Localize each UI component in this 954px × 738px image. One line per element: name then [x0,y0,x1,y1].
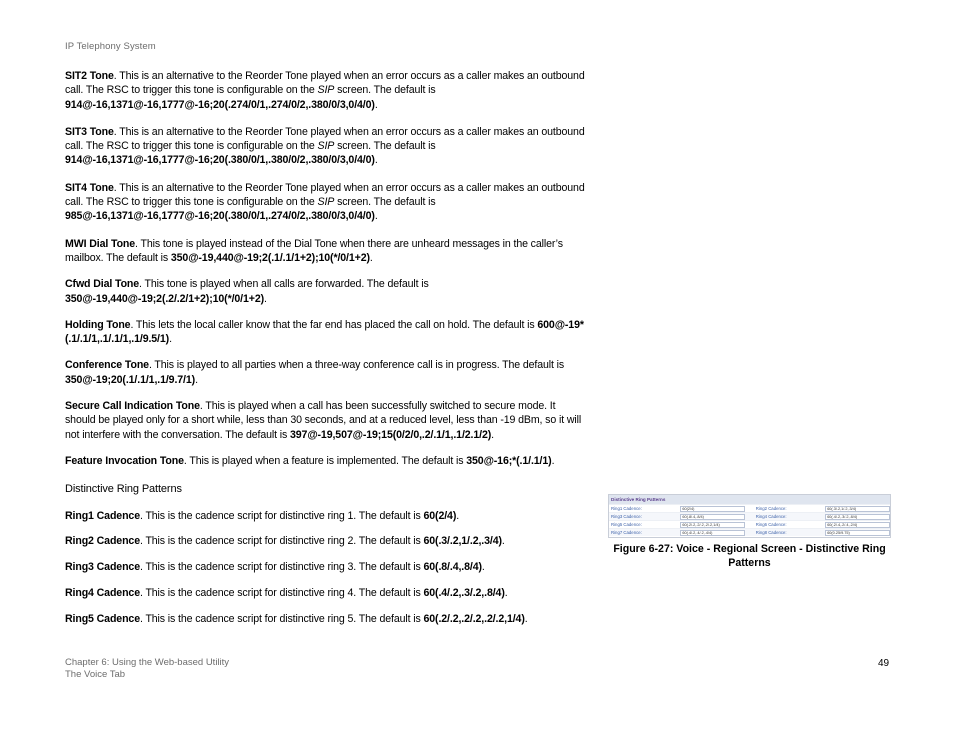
entry-end: . [264,292,267,305]
entry-end: . [374,98,378,111]
entry-end: . [369,251,373,264]
entry-ring5-cadence [65,612,587,626]
entry-default: 350@-16;*(.1/.1/1) [466,454,552,467]
figure-row [609,520,890,528]
figure-row [609,512,890,520]
entry-end: . [501,535,505,548]
entry-default: 985@-16,1371@-16,1777@-16;20(.380/0/1,.274/0/2,.380/0/3,0/4/0) [65,210,375,223]
entry-text: . This is an alternative to the Reorder Tone played when an error occurs as a caller makes an outbound call. The RSC to trigger this tone is configurable on the [65,181,585,209]
entry-text: . This is played when a call has been successfully switched to secure mode. It should be played only for a short while, less than 30 seconds, and at a reduced level, less than -19 dBm, so it will not interfere with the conversation. The default is [65,400,582,441]
figure-cell-label: Ring6 Cadence: [755,521,787,527]
figure-caption: Figure 6-27: Voice - Regional Screen - Distinctive Ring Patterns [613,543,886,569]
figure-cell-value: 60(.2/.2,.2/.2,.2/.2,1/4) [680,522,745,528]
entry-default: 914@-16,1371@-16,1777@-16;20(.380/0/1,.380/0/2,.380/0/3,0/4/0) [65,154,375,167]
entry-end: . [524,612,528,625]
footer-chapter: Chapter 6: Using the Web-based Utility [65,657,230,668]
entry-term: Secure Call Indication Tone [65,400,200,413]
figure-row [609,528,890,536]
entry-holding-tone [65,318,587,347]
entry-term: Ring2 Cadence [65,535,140,548]
entry-italic: SIP [317,84,335,97]
entry-ring2-cadence [65,534,587,548]
entry-end: . [504,586,508,599]
running-header: IP Telephony System [65,41,156,52]
footer-section: The Voice Tab [65,668,126,680]
figure-cell-label: Ring1 Cadence: [611,505,642,511]
entry-term: Ring3 Cadence [65,561,140,574]
section-subheading: Distinctive Ring Patterns [65,483,182,496]
entry-text-post: screen. The default is [334,196,436,209]
figure-cell-label: Ring7 Cadence: [611,529,642,535]
entry-text: . This is played when a feature is implemented. The default is [183,454,467,467]
entry-default: 60(.2/.2,.2/.2,.2/.2,1/4) [423,612,525,625]
entry-default: 914@-16,1371@-16,1777@-16;20(.274/0/1,.274/0/2,.380/0/3,0/4/0) [65,98,375,111]
entry-text: . This is the cadence script for distinctive ring 1. The default is [139,509,424,522]
figure-cell-value: 60(.8/.4,.8/4) [680,514,745,520]
entry-term: SIT3 Tone [65,125,114,138]
figure-screenshot [608,494,891,538]
entry-text: . This tone is played when all calls are forwarded. The default is [139,278,429,291]
entry-default: 60(.8/.4,.8/4) [423,561,482,574]
entry-term: Feature Invocation Tone [65,454,184,467]
entry-default: 60(.3/.2,1/.2,.3/4) [423,535,502,548]
entry-end: . [195,373,198,386]
figure-cell-value: 60(.4/.2,.4/.2,.4/4) [680,530,745,536]
entry-end: . [551,454,555,467]
entry-text: . This lets the local caller know that the far end has placed the call on hold. The default is [130,318,538,331]
entry-default: 397@-19,507@-19;15(0/2/0,.2/.1/1,.1/2.1/2) [290,428,492,441]
entry-italic: SIP [317,140,335,153]
entry-default: 60(.4/.2,.3/.2,.8/4) [423,586,505,599]
entry-ring3-cadence [65,560,587,574]
figure-cell-label: Ring4 Cadence: [755,513,787,519]
entry-term: Holding Tone [65,318,131,331]
figure-cell-label: Ring2 Cadence: [755,505,787,511]
entry-sit4-tone [65,181,587,224]
entry-default: 350@-19,440@-19;2(.2/.2/1+2);10(*/0/1+2) [65,292,265,305]
footer [65,657,229,680]
figure-cell-value: 60(.2/.4,.2/.4,.2/4) [825,522,890,528]
figure-cell-value: 60(2/4) [680,506,745,512]
figure-cell-value: 60(.4/.2,.3/.2,.8/4) [825,514,890,520]
entry-text-post: screen. The default is [334,84,436,97]
entry-default: 350@-19;20(.1/.1/1,.1/9.7/1) [65,373,196,386]
entry-feature-invocation-tone [65,454,587,468]
entry-sit3-tone [65,125,587,168]
entry-end: . [374,154,378,167]
entry-text: . This is the cadence script for distinctive ring 5. The default is [139,612,424,625]
figure-cell-label: Ring3 Cadence: [611,513,642,519]
figure-panel-title: Distinctive Ring Patterns [609,495,890,504]
entry-conference-tone [65,358,587,387]
main-column [65,69,587,626]
entry-term: Ring4 Cadence [65,586,140,599]
figure-row [609,504,890,512]
figure-cell-value: 60(.3/.2,1/.2,.3/4) [825,506,890,512]
entry-text: . This is the cadence script for distinctive ring 2. The default is [139,535,424,548]
entry-end: . [481,561,485,574]
entry-text: . This is the cadence script for distinctive ring 4. The default is [139,586,424,599]
entry-default: 60(2/4) [423,509,457,522]
page-number: 49 [878,658,890,669]
entry-secure-call-indication-tone [65,399,587,442]
entry-term: Ring1 Cadence [65,509,140,522]
entry-italic: SIP [317,196,335,209]
entry-ring4-cadence [65,586,587,600]
entry-cfwd-dial-tone [65,277,587,306]
entry-text-post: screen. The default is [334,140,436,153]
figure-cell-value: 60(0.25/9.75) [825,530,890,536]
entry-default: 600@-19*(.1/.1/1,.1/.1/1,.1/9.5/1) [65,318,584,346]
entry-default: 350@-19,440@-19;2(.1/.1/1+2);10(*/0/1+2) [170,251,370,264]
entry-term: Cfwd Dial Tone [65,278,140,291]
entry-mwi-dial-tone [65,237,587,266]
entry-end: . [491,428,494,441]
entry-term: SIT2 Tone [65,70,114,82]
entry-text: . This is an alternative to the Reorder Tone played when an error occurs as a caller makes an outbound call. The RSC to trigger this tone is configurable on the [65,125,585,153]
entry-text: . This is an alternative to the Reorder Tone played when an error occurs as a caller makes an outbound call. The RSC to trigger this tone is configurable on the [65,70,585,97]
entry-term: Conference Tone [65,359,149,372]
entry-end: . [456,509,460,522]
entry-text: . This tone is played instead of the Dial Tone when there are unheard messages in the caller’s mailbox. The default is [65,237,563,264]
entry-term: MWI Dial Tone [65,237,136,250]
entry-sit2-tone [65,69,587,112]
entry-term: SIT4 Tone [65,181,114,194]
figure-cell-label: Ring5 Cadence: [611,521,642,527]
entry-ring1-cadence [65,509,587,523]
entry-term: Ring5 Cadence [65,612,140,625]
entry-end: . [374,210,378,223]
entry-text: . This is the cadence script for distinctive ring 3. The default is [139,561,424,574]
figure-cell-label: Ring8 Cadence: [755,529,787,535]
entry-end: . [169,333,172,346]
entry-text: . This is played to all parties when a three-way conference call is in progress. The default is [148,359,565,372]
